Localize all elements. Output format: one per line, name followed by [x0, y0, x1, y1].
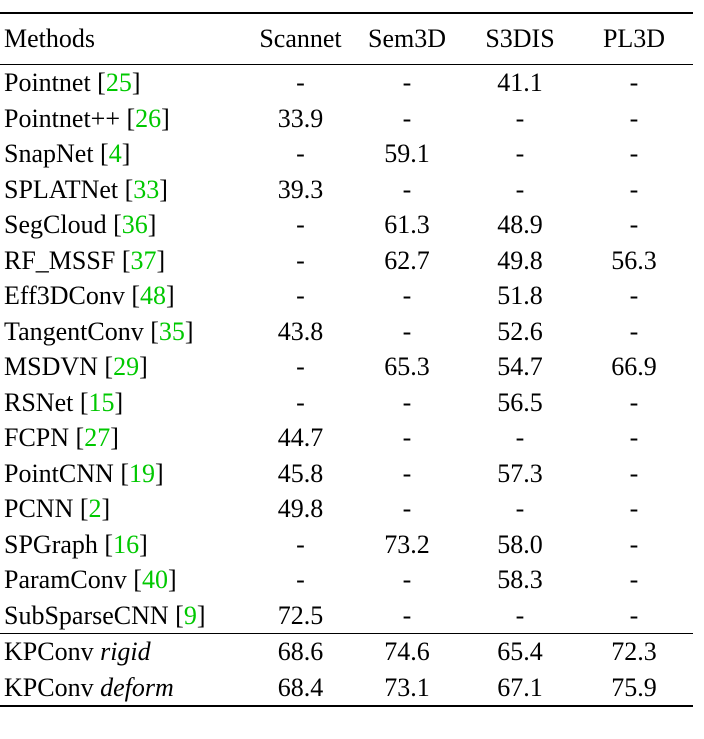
value-cell: 57.3 [497, 458, 543, 488]
value-cell: - [515, 139, 525, 168]
method-cell: SubSparseCNN [9] [4, 600, 206, 630]
citation-link[interactable]: 36 [121, 210, 148, 239]
method-name: SPGraph [4, 529, 98, 559]
value-cell: 43.8 [277, 316, 324, 346]
value-cell: 45.8 [277, 458, 324, 488]
method-cell: SPLATNet [33] [4, 174, 168, 204]
header-s3dis: S3DIS [485, 24, 555, 53]
value-cell: - [515, 600, 525, 630]
citation-link[interactable]: 9 [183, 600, 197, 630]
value-cell: 56.3 [611, 245, 657, 275]
header-row [0, 13, 693, 65]
value-cell: 59.1 [384, 139, 430, 168]
value-cell: 73.1 [349, 670, 465, 707]
value-cell: - [629, 494, 639, 523]
value-cell: - [296, 210, 305, 239]
method-cell [0, 634, 252, 670]
table-row [0, 491, 693, 527]
value-cell: - [629, 387, 639, 417]
method-cell: TangentConv [35] [4, 316, 194, 346]
method-cell: MSDVN [29] [4, 352, 148, 381]
citation-link[interactable]: 33 [133, 174, 160, 204]
value-cell: 75.9 [575, 670, 693, 707]
value-cell: - [629, 174, 639, 204]
value-cell: - [296, 139, 305, 168]
value-cell: - [402, 458, 412, 488]
value-cell: 51.8 [497, 281, 543, 310]
value-cell: - [402, 103, 412, 133]
value-cell: - [296, 529, 305, 559]
header-sem3d: Sem3D [368, 24, 446, 53]
method-cell: RF_MSSF [37] [4, 245, 166, 275]
method-name: KPConv [4, 672, 94, 702]
value-cell: - [629, 565, 639, 594]
citation-link[interactable]: 25 [105, 68, 132, 97]
citation-link[interactable]: 15 [88, 387, 115, 417]
citation-link[interactable]: 48 [140, 281, 167, 310]
method-cell: Eff3DConv [48] [4, 281, 175, 310]
kpconv-methods [0, 634, 693, 707]
method-name: Pointnet++ [4, 103, 120, 133]
value-cell: - [629, 316, 639, 346]
citation-link[interactable]: 29 [113, 352, 140, 381]
value-cell: - [629, 210, 639, 239]
citation-link[interactable]: 40 [141, 565, 168, 594]
value-cell: - [402, 494, 412, 523]
method-cell: PointCNN [19] [4, 458, 164, 488]
method-name: SPLATNet [4, 174, 119, 204]
value-cell: 73.2 [384, 529, 430, 559]
value-cell: - [296, 352, 305, 381]
method-cell: Pointnet [25] [4, 68, 141, 97]
table-row [0, 527, 693, 563]
value-cell: - [515, 494, 525, 523]
table-header [0, 13, 693, 65]
citation-link[interactable]: 2 [88, 494, 102, 523]
value-cell: - [629, 68, 639, 97]
citation-link[interactable]: 4 [108, 139, 122, 168]
value-cell: - [296, 281, 305, 310]
method-name: TangentConv [4, 316, 144, 346]
method-cell: Pointnet++ [26] [4, 103, 170, 133]
table-row [0, 670, 693, 707]
method-cell: SPGraph [16] [4, 529, 148, 559]
value-cell: 74.6 [349, 634, 465, 670]
table-row [0, 420, 693, 456]
value-cell: - [402, 387, 412, 417]
table-row [0, 598, 693, 634]
value-cell: 49.8 [497, 245, 543, 275]
method-name: KPConv [4, 637, 94, 666]
method-name: PointCNN [4, 458, 114, 488]
value-cell: - [629, 423, 639, 452]
value-cell: 65.4 [465, 634, 575, 670]
table-row [0, 243, 693, 279]
method-cell: SegCloud [36] [4, 210, 157, 239]
method-name: ParamConv [4, 565, 127, 594]
value-cell: - [629, 600, 639, 630]
value-cell: 41.1 [497, 68, 543, 97]
method-name: RF_MSSF [4, 245, 116, 275]
table-row [0, 634, 693, 670]
value-cell: 72.5 [277, 600, 324, 630]
table-row [0, 207, 693, 243]
value-cell: - [296, 387, 305, 417]
value-cell: - [402, 174, 412, 204]
value-cell: 67.1 [465, 670, 575, 707]
table-row [0, 385, 693, 421]
method-name: SubSparseCNN [4, 600, 169, 630]
value-cell: - [402, 281, 412, 310]
value-cell: 62.7 [384, 245, 430, 275]
method-cell: ParamConv [40] [4, 565, 177, 594]
value-cell: - [629, 281, 639, 310]
value-cell: 48.9 [497, 210, 543, 239]
method-variant: rigid [100, 637, 151, 666]
value-cell: - [515, 423, 525, 452]
value-cell: - [296, 68, 305, 97]
value-cell: - [402, 316, 412, 346]
table-row [0, 456, 693, 492]
method-cell: FCPN [27] [4, 423, 119, 452]
baseline-methods [0, 65, 693, 634]
citation-link[interactable]: 27 [84, 423, 111, 452]
value-cell: 52.6 [497, 316, 543, 346]
table-row [0, 562, 693, 598]
value-cell: 65.3 [384, 352, 430, 381]
method-name: FCPN [4, 423, 70, 452]
value-cell: 72.3 [575, 634, 693, 670]
value-cell: - [515, 174, 525, 204]
value-cell: - [402, 600, 412, 630]
value-cell: - [296, 245, 305, 275]
method-cell: PCNN [2] [4, 494, 111, 523]
method-variant: deform [100, 672, 174, 702]
value-cell: 58.3 [497, 565, 543, 594]
value-cell: - [629, 103, 639, 133]
method-name: SegCloud [4, 210, 107, 239]
method-cell: SnapNet [4] [4, 139, 131, 168]
method-name: Pointnet [4, 68, 91, 97]
table-row [0, 136, 693, 172]
method-name: Eff3DConv [4, 281, 125, 310]
value-cell: 68.4 [252, 670, 349, 707]
value-cell: 39.3 [277, 174, 324, 204]
method-cell: RSNet [15] [4, 387, 124, 417]
value-cell: 33.9 [277, 103, 324, 133]
results-table [0, 12, 693, 707]
value-cell: 58.0 [497, 529, 543, 559]
citation-link[interactable]: 35 [158, 316, 185, 346]
table-row [0, 349, 693, 385]
value-cell: - [629, 529, 639, 559]
method-name: RSNet [4, 387, 74, 417]
value-cell: - [402, 565, 412, 594]
value-cell: 49.8 [277, 494, 324, 523]
table-row [0, 65, 693, 101]
value-cell: - [402, 68, 412, 97]
value-cell: 54.7 [497, 352, 543, 381]
value-cell: 61.3 [384, 210, 430, 239]
value-cell: - [402, 423, 412, 452]
method-name: MSDVN [4, 352, 98, 381]
table-row [0, 314, 693, 350]
value-cell: - [629, 458, 639, 488]
citation-link[interactable]: 37 [130, 245, 157, 275]
citation-link[interactable]: 19 [128, 458, 155, 488]
value-cell: 44.7 [277, 423, 324, 452]
header-methods: Methods [4, 24, 95, 53]
citation-link[interactable]: 16 [113, 529, 140, 559]
value-cell: - [515, 103, 525, 133]
value-cell: - [629, 139, 639, 168]
header-scannet: Scannet [259, 24, 342, 53]
value-cell: - [296, 565, 305, 594]
value-cell: 68.6 [252, 634, 349, 670]
value-cell: 66.9 [611, 352, 657, 381]
method-name: PCNN [4, 494, 74, 523]
table-row [0, 278, 693, 314]
method-name: SnapNet [4, 139, 94, 168]
citation-link[interactable]: 26 [135, 103, 162, 133]
value-cell: 56.5 [497, 387, 543, 417]
table-row [0, 101, 693, 137]
header-pl3d: PL3D [602, 24, 666, 53]
table-row [0, 172, 693, 208]
method-cell [0, 670, 252, 707]
